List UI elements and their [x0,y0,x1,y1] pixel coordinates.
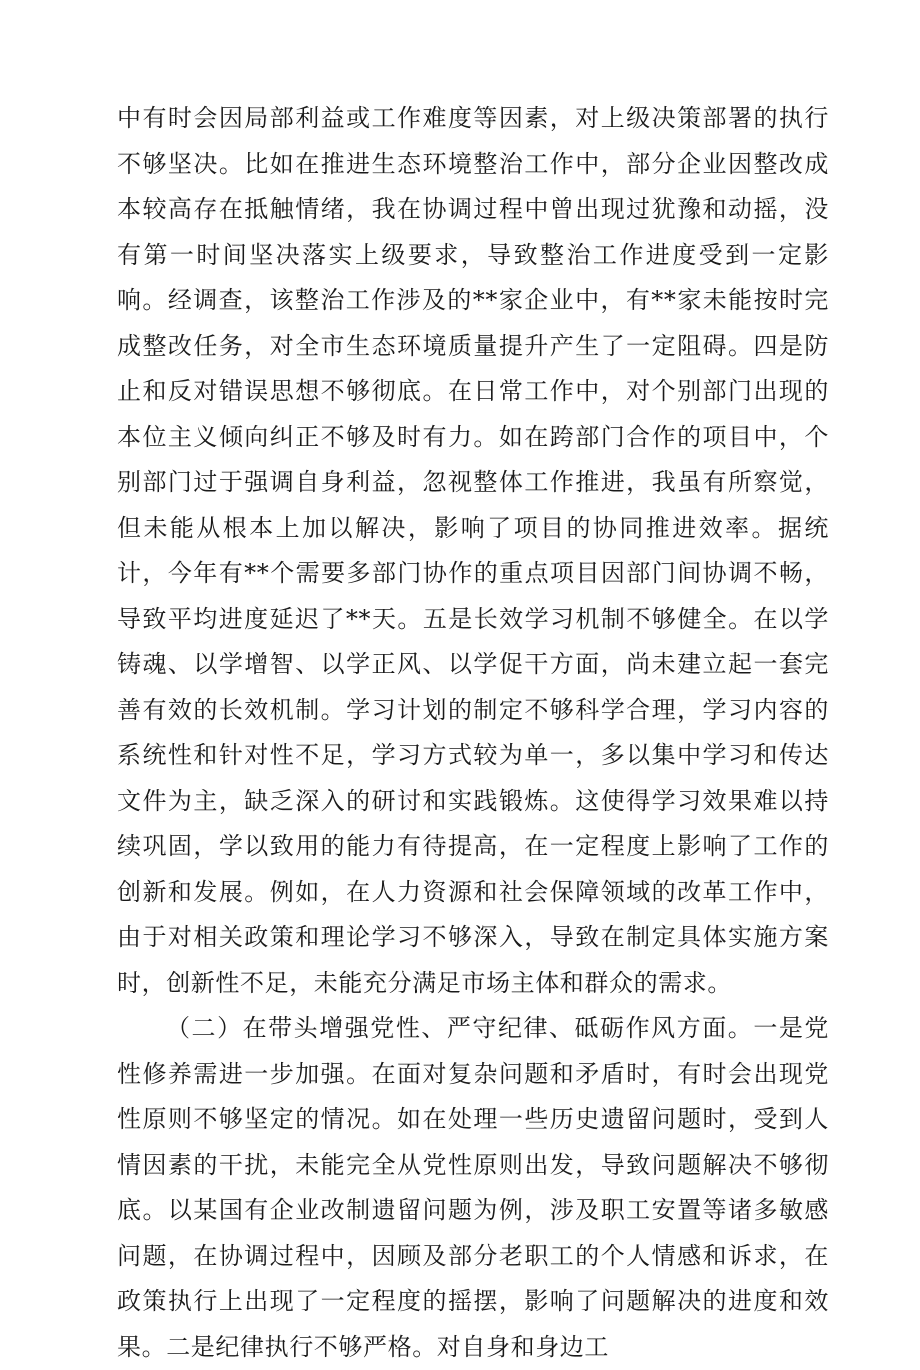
document-body [117,96,829,1370]
paragraph-2: （二）在带头增强党性、严守纪律、砥砺作风方面。一是党性修养需进一步加强。在面对复杂问题和矛盾时，有时会出现党性原则不够坚定的情况。如在处理一些历史遗留问题时，受到人情因素的干扰，未能完全从党性原则出发，导致问题解决不够彻底。以某国有企业改制遗留问题为例，涉及职工安置等诸多敏感问题，在协调过程中，因顾及部分老职工的个人情感和诉求，在政策执行上出现了一定程度的摇摆，影响了问题解决的进度和效果。二是纪律执行不够严格。对自身和身边工 [117,1014,829,1361]
paragraph-1: 中有时会因局部利益或工作难度等因素，对上级决策部署的执行不够坚决。比如在推进生态环境整治工作中，部分企业因整改成本较高存在抵触情绪，我在协调过程中曾出现过犹豫和动摇，没有第一时间坚决落实上级要求，导致整治工作进度受到一定影响。经调查，该整治工作涉及的**家企业中，有**家未能按时完成整改任务，对全市生态环境质量提升产生了一定阻碍。四是防止和反对错误思想不够彻底。在日常工作中，对个别部门出现的本位主义倾向纠正不够及时有力。如在跨部门合作的项目中，个别部门过于强调自身利益，忽视整体工作推进，我虽有所察觉，但未能从根本上加以解决，影响了项目的协同推进效率。据统计，今年有**个需要多部门协作的重点项目因部门间协调不畅，导致平均进度延迟了**天。五是长效学习机制不够健全。在以学铸魂、以学增智、以学正风、以学促干方面，尚未建立起一套完善有效的长效机制。学习计划的制定不够科学合理，学习内容的系统性和针对性不足，学习方式较为单一，多以集中学习和传达文件为主，缺乏深入的研讨和实践锻炼。这使得学习效果难以持续巩固，学以致用的能力有待提高，在一定程度上影响了工作的创新和发展。例如，在人力资源和社会保障领域的改革工作中，由于对相关政策和理论学习不够深入，导致在制定具体实施方案时，创新性不足，未能充分满足市场主体和群众的需求。 [117,104,829,997]
